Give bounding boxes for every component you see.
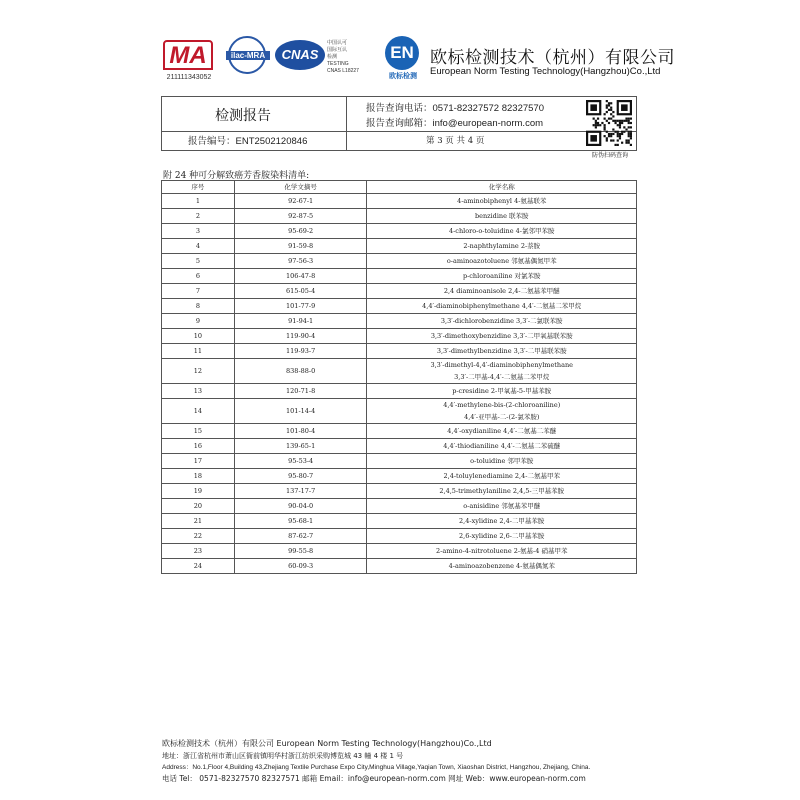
cell-cas: 91-94-1 (234, 314, 367, 329)
cell-chemical-name (367, 284, 637, 299)
cell-no: 15 (162, 424, 235, 439)
chemical-name-line: p-chloroaniline 对氯苯胺 (462, 272, 541, 280)
cell-chemical-name (367, 559, 637, 574)
cell-no: 8 (162, 299, 235, 314)
table-row (162, 284, 637, 299)
table-title: 附 24 种可分解致癌芳香胺染料清单: (163, 171, 310, 181)
table-row (162, 209, 637, 224)
footer-address-en: Address：No.1,Floor 4,Building 43,Zhejiang Textile Purchase Expo City,Minghua Village,Yaqian Town, Xiaoshan District, Hangzhou, Zhejiang, China. (162, 764, 591, 771)
table-row (162, 194, 637, 209)
chemical-name-line: 2-naphthylamine 2-萘胺 (463, 242, 541, 250)
header-name: 化学名称 (367, 181, 637, 194)
cell-no: 20 (162, 499, 235, 514)
chemical-name-line: 2,4-xylidine 2,4-二甲基苯胺 (459, 517, 545, 525)
chemical-name-line: 4-chloro-o-toluidine 4-氯邻甲苯胺 (448, 227, 555, 235)
cell-no: 14 (162, 399, 235, 424)
company-logo: EN (385, 36, 419, 70)
cell-chemical-name (367, 484, 637, 499)
chemical-name-line: 2,6-xylidine 2,6-二甲基苯胺 (459, 532, 545, 540)
ilac-mra-logo: ilac-MRA (226, 51, 270, 60)
cnas-text-line: 检测 (327, 54, 338, 60)
cell-no: 22 (162, 529, 235, 544)
chemical-name-line: 3,3′-dimethyl-4,4′-diaminobiphenylmethane (430, 361, 574, 369)
report-number (188, 133, 307, 147)
cell-cas: 137-17-7 (234, 484, 367, 499)
chemical-name-line: 2,4 diaminoanisole 2,4-二氨基苯甲醚 (443, 287, 560, 295)
cell-cas: 91-59-8 (234, 239, 367, 254)
report-phone (366, 100, 544, 114)
table-row (162, 254, 637, 269)
cell-chemical-name (367, 344, 637, 359)
cell-cas: 101-14-4 (234, 399, 367, 424)
report-email (366, 115, 543, 129)
cell-chemical-name (367, 469, 637, 484)
table-row (162, 424, 637, 439)
chemical-name-line: 4,4′-diaminobiphenylmethane 4,4′-二氨基二苯甲烷 (422, 302, 582, 310)
cell-cas: 838-88-0 (234, 359, 367, 384)
cell-chemical-name (367, 544, 637, 559)
cell-chemical-name (367, 239, 637, 254)
amine-list-table (161, 180, 637, 574)
chemical-name-line: 2,4,5-trimethylaniline 2,4,5-三甲基苯胺 (439, 487, 565, 495)
cell-chemical-name (367, 529, 637, 544)
qr-code-icon[interactable] (586, 100, 632, 146)
cell-cas: 119-90-4 (234, 329, 367, 344)
cell-no: 24 (162, 559, 235, 574)
table-row (162, 314, 637, 329)
table-row (162, 269, 637, 284)
chemical-name-line: p-cresidine 2-甲氧基-5-甲基苯胺 (452, 387, 552, 395)
cell-no: 18 (162, 469, 235, 484)
cell-chemical-name (367, 329, 637, 344)
cell-no: 1 (162, 194, 235, 209)
phone-label: 报告查询电话： (366, 103, 433, 114)
chemical-name-line: 4,4′-thiodianiline 4,4′-二氨基二苯硫醚 (443, 442, 561, 450)
cell-no: 2 (162, 209, 235, 224)
report-number-value: ENT2502120846 (235, 136, 308, 147)
cell-cas: 139-65-1 (234, 439, 367, 454)
table-row (162, 439, 637, 454)
table-row (162, 399, 637, 424)
footer-company: 欧标检测技术（杭州）有限公司 European Norm Testing Technology(Hangzhou)Co.,Ltd (162, 739, 492, 748)
cell-no: 3 (162, 224, 235, 239)
cell-no: 19 (162, 484, 235, 499)
cell-no: 12 (162, 359, 235, 384)
cell-chemical-name (367, 224, 637, 239)
cnas-text-line: TESTING (327, 61, 349, 67)
cell-chemical-name (367, 194, 637, 209)
cell-cas: 90-04-0 (234, 499, 367, 514)
cell-chemical-name (367, 254, 637, 269)
cell-cas: 95-80-7 (234, 469, 367, 484)
cell-no: 4 (162, 239, 235, 254)
cell-cas: 92-87-5 (234, 209, 367, 224)
cell-cas: 95-68-1 (234, 514, 367, 529)
chemical-name-line: benzidine 联苯胺 (474, 212, 529, 220)
page-indicator: 第 3 页 共 4 页 (426, 136, 485, 146)
report-number-label: 报告编号： (188, 136, 236, 147)
chemical-name-line: 4-aminobiphenyl 4-氨基联苯 (457, 197, 547, 205)
header-cas: 化学文摘号 (234, 181, 367, 194)
table-row (162, 359, 637, 384)
chemical-name-line: 4,4′-亚甲基-二-(2-氯苯胺) (464, 413, 540, 421)
footer-contact: 电话 Tel： 0571-82327570 82327571 邮箱 Email：info@european-norm.com 网址 Web：www.european-norm.com (162, 774, 586, 783)
table-row (162, 239, 637, 254)
cell-no: 23 (162, 544, 235, 559)
chemical-name-line: 3,3′-dimethoxybenzidine 3,3′-二甲氧基联苯胺 (430, 332, 573, 340)
cell-cas: 106-47-8 (234, 269, 367, 284)
cell-no: 21 (162, 514, 235, 529)
cell-chemical-name (367, 454, 637, 469)
cell-no: 10 (162, 329, 235, 344)
cell-cas: 615-05-4 (234, 284, 367, 299)
cell-no: 13 (162, 384, 235, 399)
cell-chemical-name (367, 514, 637, 529)
cell-chemical-name (367, 269, 637, 284)
cell-no: 6 (162, 269, 235, 284)
chemical-name-line: 4-aminoazobenzene 4-氨基偶氮苯 (448, 562, 555, 570)
email-link[interactable]: info@european-norm.com (432, 118, 544, 129)
cell-chemical-name (367, 499, 637, 514)
table-row (162, 544, 637, 559)
cell-cas: 87-62-7 (234, 529, 367, 544)
cell-no: 7 (162, 284, 235, 299)
chemical-name-line: 2-amino-4-nitrotoluene 2-氨基-4 硝基甲苯 (436, 547, 568, 555)
chemical-name-line: 3,3′-dichlorobenzidine 3,3′-二氯联苯胺 (440, 317, 563, 325)
cell-chemical-name (367, 384, 637, 399)
table-row (162, 529, 637, 544)
cnas-text-line: CNAS L18227 (327, 68, 359, 74)
table-row (162, 514, 637, 529)
chemical-name-line: 4,4′-oxydianiline 4,4′-二氨基二苯醚 (447, 427, 557, 435)
table-row (162, 384, 637, 399)
cell-chemical-name (367, 439, 637, 454)
phone-value[interactable]: 0571-82327572 82327570 (432, 103, 544, 114)
cell-chemical-name (367, 424, 637, 439)
qr-caption: 防伪扫码查询 (591, 152, 628, 159)
chemical-name-line: 4,4′-methylene-bis-(2-chloroaniline) (443, 401, 561, 409)
cell-chemical-name (367, 314, 637, 329)
table-row (162, 344, 637, 359)
cell-cas: 120-71-8 (234, 384, 367, 399)
cnas-text-line: 中国认可 (327, 40, 348, 46)
cnas-accreditation-text (327, 40, 375, 75)
cell-cas: 95-53-4 (234, 454, 367, 469)
table-row (162, 454, 637, 469)
chemical-name-line: 3,3′-二甲基-4,4′-二氨基二苯甲烷 (454, 373, 550, 381)
cma-number: 211111343052 (166, 74, 212, 81)
chemical-name-line: o-aminoazotoluene 邻氨基偶氮甲苯 (446, 257, 557, 265)
table-header-row (162, 181, 637, 194)
cell-cas: 101-80-4 (234, 424, 367, 439)
header-no: 序号 (162, 181, 235, 194)
cma-logo: MA (163, 40, 213, 70)
table-row (162, 499, 637, 514)
email-label: 报告查询邮箱： (366, 118, 433, 129)
cell-chemical-name (367, 209, 637, 224)
cell-no: 16 (162, 439, 235, 454)
cell-no: 11 (162, 344, 235, 359)
table-row (162, 484, 637, 499)
cell-chemical-name (367, 399, 637, 424)
table-row (162, 469, 637, 484)
chemical-name-line: o-toluidine 邻甲苯胺 (470, 457, 534, 465)
table-row (162, 224, 637, 239)
report-title: 检测报告 (215, 108, 271, 124)
table-row (162, 329, 637, 344)
cell-chemical-name (367, 359, 637, 384)
cell-no: 17 (162, 454, 235, 469)
cnas-text-line: 国际互认 (327, 47, 348, 53)
table-row (162, 559, 637, 574)
chemical-name-line: 2,4-toluylenediamine 2,4-二氨基甲苯 (443, 472, 560, 480)
chemical-name-line: 3,3′-dimethylbenzidine 3,3′-二甲基联苯胺 (436, 347, 567, 355)
cell-cas: 99-55-8 (234, 544, 367, 559)
chemical-name-line: o-anisidine 邻氨基苯甲醚 (463, 502, 541, 510)
company-name-en: European Norm Testing Technology(Hangzhou)Co.,Ltd (430, 66, 661, 77)
cell-cas: 119-93-7 (234, 344, 367, 359)
cell-cas: 95-69-2 (234, 224, 367, 239)
company-logo-subtitle: 欧标检测 (389, 71, 417, 80)
cell-cas: 60-09-3 (234, 559, 367, 574)
cell-cas: 101-77-9 (234, 299, 367, 314)
cell-no: 9 (162, 314, 235, 329)
cell-cas: 92-67-1 (234, 194, 367, 209)
cell-cas: 97-56-3 (234, 254, 367, 269)
cnas-logo: CNAS (275, 40, 325, 70)
cell-chemical-name (367, 299, 637, 314)
company-name-cn: 欧标检测技术（杭州）有限公司 (430, 48, 675, 68)
table-row (162, 299, 637, 314)
cell-no: 5 (162, 254, 235, 269)
footer-address-cn: 地址：浙江省杭州市萧山区衙前镇明华村浙江纺织采购博览城 43 幢 4 楼 1 号 (162, 752, 404, 760)
